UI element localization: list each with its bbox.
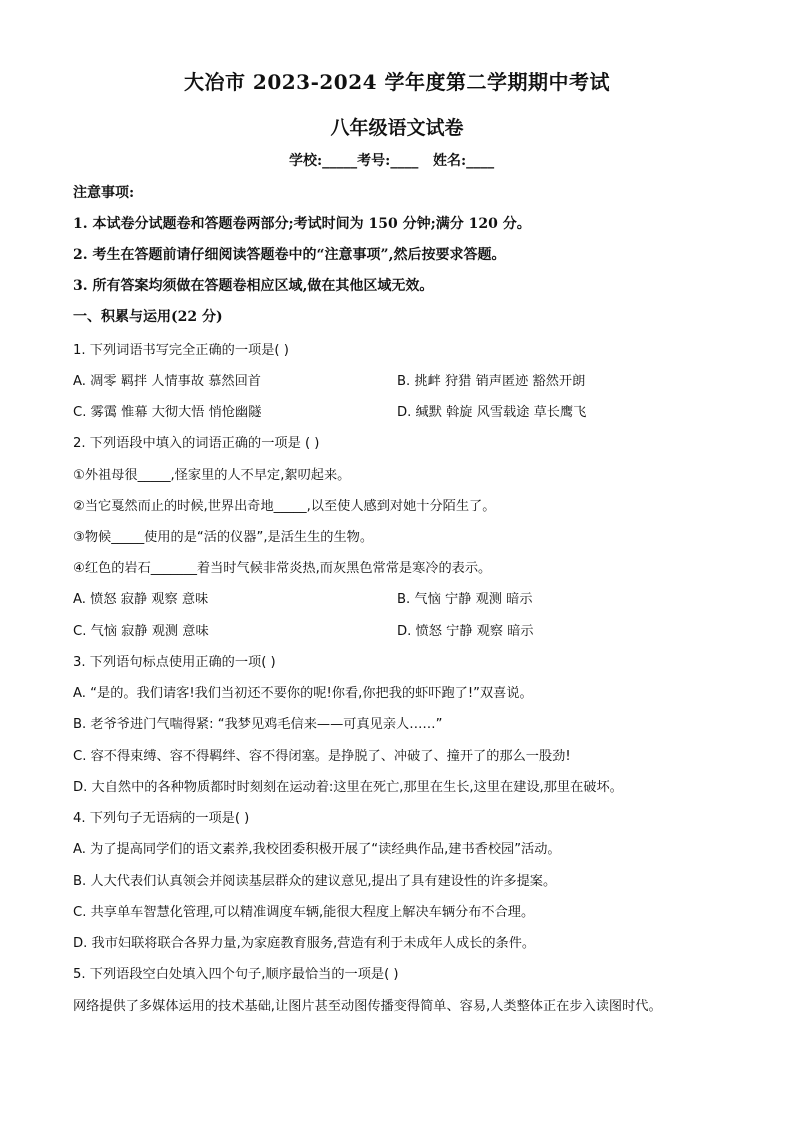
q2-sentence-2: ②当它戛然而止的时候,世界出奇地_____,以至使人感到对她十分陌生了。	[73, 499, 496, 514]
question-3-stem: 3. 下列语句标点使用正确的一项( )	[73, 655, 276, 670]
q3-option-c: C. 容不得束缚、容不得羁绊、容不得闭塞。是挣脱了、冲破了、撞开了的那么一股劲!	[73, 749, 571, 764]
q4-option-c: C. 共享单车智慧化管理,可以精准调度车辆,能很大程度上解决车辆分布不合理。	[73, 905, 535, 920]
q2-sentence-1: ①外祖母很_____,怪家里的人不早定,絮叨起来。	[73, 468, 351, 483]
exam-title: 大冶市 2023-2024 学年度第二学期期中考试	[183, 70, 611, 94]
notes-heading: 注意事项:	[73, 185, 135, 201]
q2-option-a: A. 愤怒 寂静 观察 意味	[73, 592, 209, 607]
q4-option-a: A. 为了提高同学们的语文素养,我校团委积极开展了“读经典作品,建书香校园”活动。	[73, 842, 561, 857]
q4-option-d: D. 我市妇联将联合各界力量,为家庭教育服务,营造有利于未成年人成长的条件。	[73, 936, 536, 951]
q1-option-a: A. 凋零 羁拌 人情事故 慕然回首	[73, 374, 261, 389]
q3-option-b: B. 老爷爷进门气喘得紧: “我梦见鸡毛信来——可真见亲人……”	[73, 717, 443, 732]
q5-passage: 网络提供了多媒体运用的技术基础,让图片甚至动图传播变得简单、容易,人类整体正在步入读图时代。	[73, 999, 662, 1014]
note-item-1: 1. 本试卷分试题卷和答题卷两部分;考试时间为 150 分钟;满分 120 分。	[73, 216, 531, 232]
question-4-stem: 4. 下列句子无语病的一项是( )	[73, 811, 250, 826]
q3-option-a: A. “是的。我们请客!我们当初还不要你的呢!你看,你把我的虾吓跑了!”双喜说。	[73, 686, 533, 701]
question-2-stem: 2. 下列语段中填入的词语正确的一项是 ( )	[73, 436, 320, 451]
q1-option-c: C. 雾霭 惟幕 大彻大悟 悄怆幽隧	[73, 405, 262, 420]
section-heading: 一、积累与运用(22 分)	[73, 309, 223, 325]
q3-option-d: D. 大自然中的各种物质都时时刻刻在运动着:这里在死亡,那里在生长,这里在建设,那里在破坏。	[73, 780, 623, 795]
q1-option-d: D. 缄默 斡旋 风雪载途 草长鹰飞	[397, 405, 587, 420]
q4-option-b: B. 人大代表们认真领会并阅读基层群众的建议意见,提出了具有建设性的许多提案。	[73, 874, 557, 889]
q2-option-c: C. 气恼 寂静 观测 意味	[73, 624, 209, 639]
note-item-3: 3. 所有答案均须做在答题卷相应区域,做在其他区域无效。	[73, 278, 434, 294]
note-item-2: 2. 考生在答题前请仔细阅读答题卷中的“注意事项”,然后按要求答题。	[73, 247, 506, 263]
q2-sentence-3: ③物候_____使用的是“活的仪器”,是活生生的生物。	[73, 530, 374, 545]
question-1-stem: 1. 下列词语书写完全正确的一项是( )	[73, 343, 289, 358]
student-info-line: 学校:_____考号:____ 姓名:____	[289, 153, 495, 169]
q2-option-b: B. 气恼 宁静 观测 暗示	[397, 592, 533, 607]
q1-option-b: B. 挑衅 狩猎 销声匿迹 豁然开朗	[397, 374, 586, 389]
exam-subtitle: 八年级语文试卷	[330, 117, 464, 139]
q2-option-d: D. 愤怒 宁静 观察 暗示	[397, 624, 534, 639]
q2-sentence-4: ④红色的岩石_______着当时气候非常炎热,而灰黑色常常是寒冷的表示。	[73, 561, 492, 576]
question-5-stem: 5. 下列语段空白处填入四个句子,顺序最恰当的一项是( )	[73, 967, 399, 982]
